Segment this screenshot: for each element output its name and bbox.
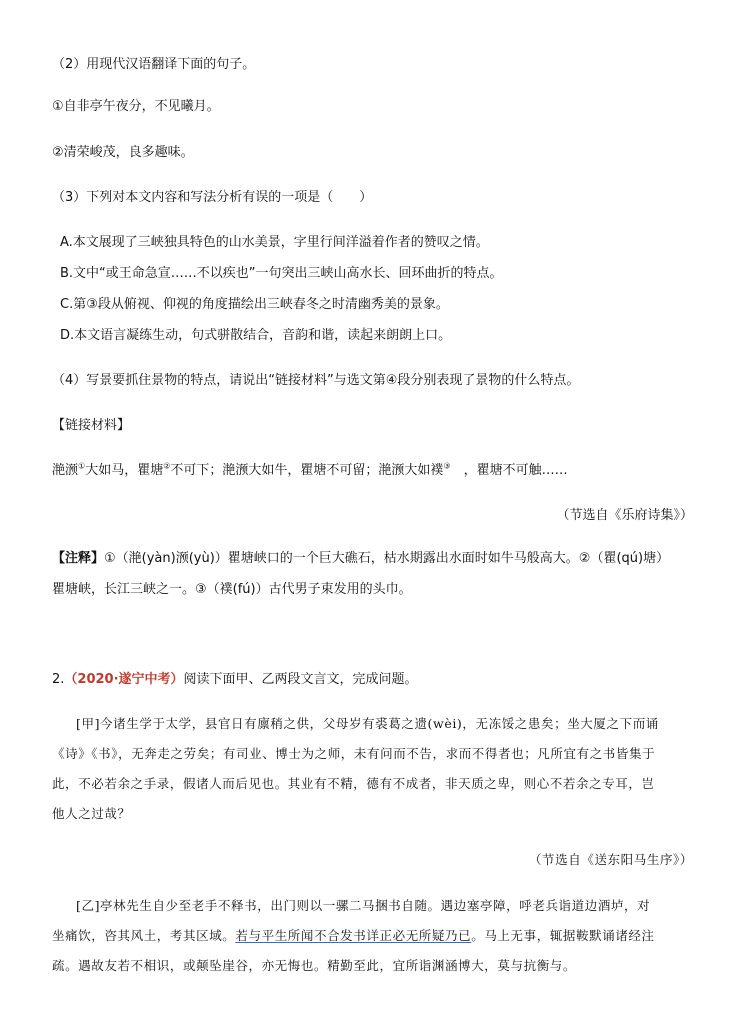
jia-line-2: 《诗》《书》，无奔走之劳矣；有司业、博士为之师，未有问而不告，求而不得者也；凡所宜有之书皆集于: [52, 746, 656, 761]
note-line-2: 瞿塘峡，长江三峡之一。③（襆(fú)）古代男子束发用的头巾。: [52, 582, 412, 597]
note-label: 【注释】: [52, 551, 105, 566]
material-source: （节选自《乐府诗集》）: [556, 508, 693, 523]
question-prompt: 阅读下面甲、乙两段文言文，完成问题。: [183, 672, 418, 687]
q3-option-a: A.本文展现了三峡独具特色的山水美景，字里行间洋溢着作者的赞叹之情。: [60, 235, 489, 250]
q2-title: （2）用现代汉语翻译下面的句子。: [52, 57, 256, 72]
jia-line-3: 此，不必若余之手录，假诸人而后见也。其业有不精，德有不成者，非天质之卑，则心不若余之专耳，岂: [52, 776, 655, 791]
question-number: 2.: [52, 672, 65, 687]
yi-line-2: 坐痛饮，咨其风土，考其区域。若与平生所闻不合发书详正必无所疑乃已。马上无事，辄据鞍默诵诸经注: [52, 928, 655, 943]
material-heading: 【链接材料】: [52, 418, 131, 433]
q2-sentence-2: ②清荣峻茂，良多趣味。: [52, 145, 194, 160]
q3-option-d: D.本文语言凝练生动，句式骈散结合，音韵和谐，读起来朗朗上口。: [60, 328, 452, 343]
jia-line-1: [甲]今诸生学于太学，县官日有廪稍之供，父母岁有裘葛之遗(wèi)，无冻馁之患矣；坐大厦之下而诵: [76, 716, 659, 731]
yi-line-3: 疏。遇故友若不相识，或颠坠崖谷，亦无悔也。精勤至此，宜所诣渊涵博大，莫与抗衡与。: [52, 958, 577, 973]
jia-source: （节选自《送东阳马生序》）: [528, 852, 693, 867]
q3-option-b: B.文中“或王命急宣……不以疾也”一句突出三峡山高水长、回环曲折的特点。: [60, 266, 503, 281]
q3-option-c: C.第③段从俯视、仰视的角度描绘出三峡春冬之时清幽秀美的景象。: [60, 297, 449, 312]
q4-title: （4）写景要抓住景物的特点，请说出“链接材料”与选文第④段分别表现了景物的什么特点。: [52, 373, 580, 388]
q3-title: （3）下列对本文内容和写法分析有误的一项是（ ）: [52, 190, 373, 205]
note-line-1: 【注释】①（滟(yàn)滪(yù)）瞿塘峡口的一个巨大礁石，枯水期露出水面时如牛马般高大。②（瞿(qú)塘）: [52, 551, 670, 566]
q2-sentence-1: ①自非亭午夜分，不见曦月。: [52, 99, 220, 114]
question-2-header: [52, 670, 418, 690]
yi-line-1: [乙]亭林先生自少至老手不释书，出门则以一骡二马捆书自随。遇边塞亭障，呼老兵诣道边酒垆，对: [76, 898, 651, 913]
jia-line-4: 他人之过哉？: [52, 806, 131, 821]
year-source-tag: （2020·遂宁中考）: [64, 672, 184, 687]
underlined-sentence: 若与平生所闻不合发书详正必无所疑乃已: [235, 928, 472, 943]
material-text: 滟滪①大如马，瞿塘②不可下；滟滪大如牛，瞿塘不可留；滟滪大如襆③ ，瞿塘不可触……: [52, 461, 568, 478]
